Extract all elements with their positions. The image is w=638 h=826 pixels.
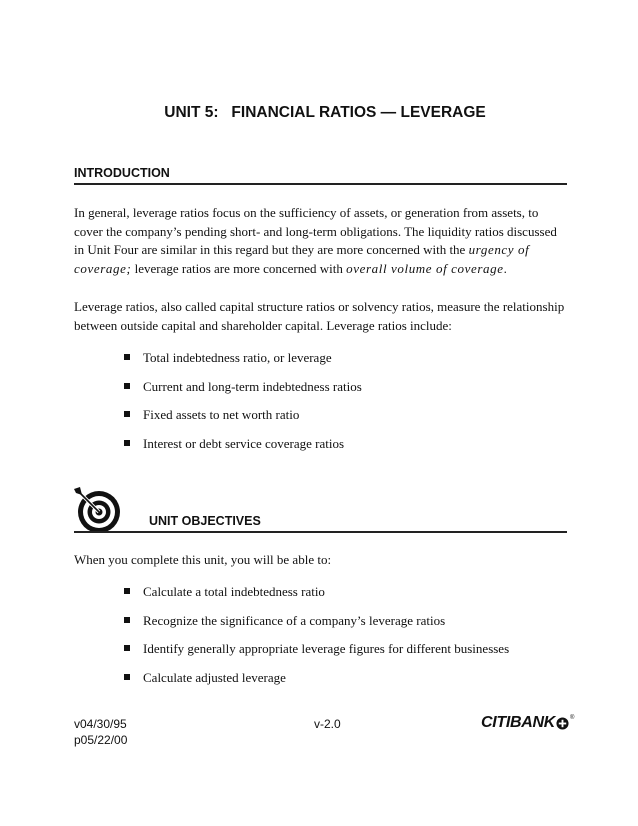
list-item: Identify generally appropriate leverage figures for different businesses — [124, 641, 509, 670]
list-item: Calculate a total indebtedness ratio — [124, 584, 509, 613]
list-item: Current and long-term indebtedness ratios — [124, 379, 362, 408]
list-item: Interest or debt service coverage ratios — [124, 436, 362, 465]
page-title: UNIT 5: FINANCIAL RATIOS — LEVERAGE — [164, 104, 486, 121]
bullet-square-icon — [124, 588, 130, 594]
intro-emphasis-volume: overall volume of coverage — [346, 260, 504, 276]
intro-text-c: . — [503, 260, 507, 276]
list-item: Recognize the significance of a company’s leverage ratios — [124, 613, 509, 642]
footer-version: v-2.0 — [314, 717, 341, 731]
introduction-paragraph-1 — [74, 204, 567, 278]
footer-date-printed: p05/22/00 — [74, 733, 128, 747]
bullet-square-icon — [124, 674, 130, 680]
leverage-ratio-list — [124, 350, 362, 464]
list-item: Fixed assets to net worth ratio — [124, 407, 362, 436]
logo-text: CITIBANK — [481, 714, 556, 731]
bullet-square-icon — [124, 411, 130, 417]
introduction-heading: INTRODUCTION — [74, 166, 567, 185]
list-item: Total indebtedness ratio, or leverage — [124, 350, 362, 379]
footer-dates — [74, 716, 127, 748]
bullet-square-icon — [124, 440, 130, 446]
bullet-square-icon — [124, 354, 130, 360]
bullet-square-icon — [124, 645, 130, 651]
objectives-list — [124, 584, 509, 698]
unit-objectives-heading: UNIT OBJECTIVES — [74, 514, 567, 533]
intro-text-a: In general, leverage ratios focus on the sufficiency of assets, or generation from assets, to cover the company’s pending short- and long-term obligations. The liquidity ratios discussed in Unit Four are similar in this regard but they are more concerned with the — [74, 205, 557, 257]
intro-emphasis-urgency: urgency of coverage; — [74, 242, 530, 276]
registered-mark: ® — [570, 715, 575, 721]
citibank-logo — [481, 713, 574, 733]
footer-date-revised: v04/30/95 — [74, 717, 127, 731]
list-item: Calculate adjusted leverage — [124, 670, 509, 699]
bullet-square-icon — [124, 383, 130, 389]
logo-plus-circle-icon — [556, 717, 569, 730]
introduction-paragraph-2: Leverage ratios, also called capital structure ratios or solvency ratios, measure the relationship between outside capital and shareholder capital. Leverage ratios include: — [74, 299, 565, 333]
objectives-intro: When you complete this unit, you will be able to: — [74, 552, 332, 567]
bullet-square-icon — [124, 617, 130, 623]
intro-text-b: leverage ratios are more concerned with — [131, 260, 347, 276]
